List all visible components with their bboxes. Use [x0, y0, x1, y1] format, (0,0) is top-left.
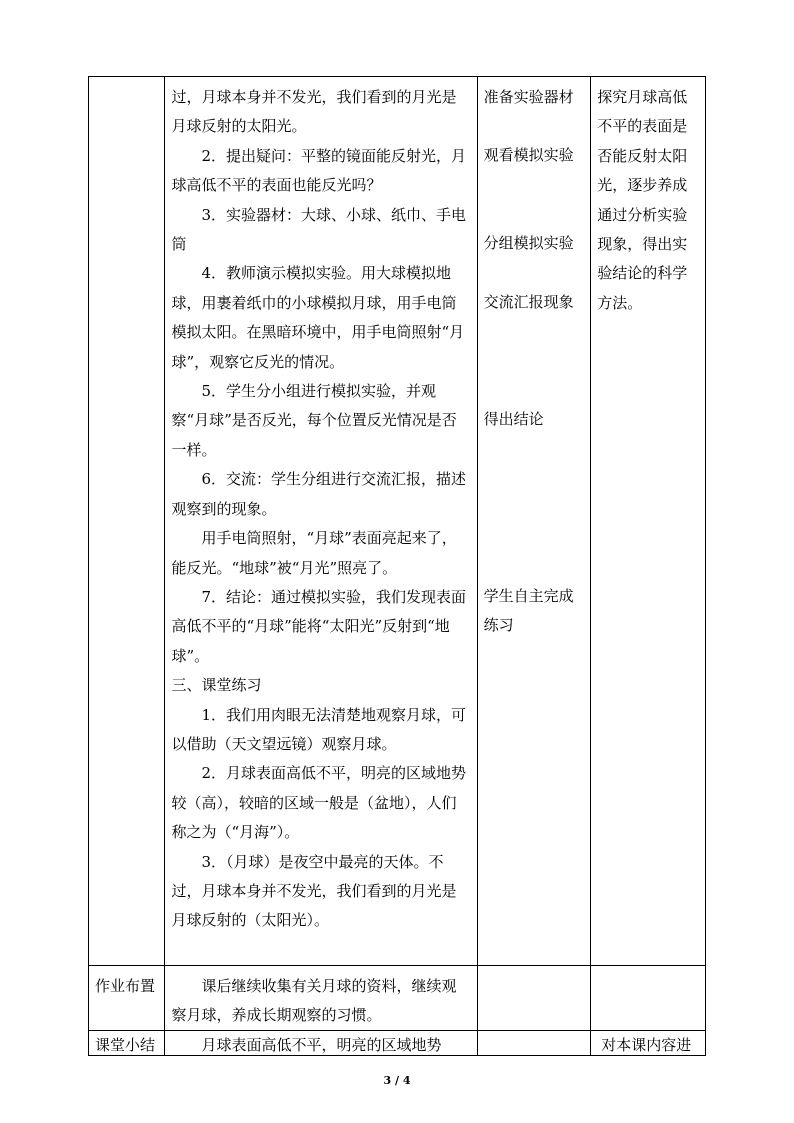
homework-row	[89, 966, 706, 1031]
process-paragraph: 3．（月球）是夜空中最亮的天体。不过，月球本身并不发光，我们看到的月光是月球反射的（太阳光）。	[171, 852, 457, 930]
student-activity-item: 得出结论	[483, 410, 544, 428]
row-label-cell	[89, 77, 165, 966]
homework-content: 课后继续收集有关月球的资料，继续观察月球，养成长期观察的习惯。	[171, 977, 457, 1024]
process-paragraph: 7．结论：通过模拟实验，我们发现表面高低不平的“月球”能将“太阳光”反射到“地球”。	[171, 587, 466, 665]
process-paragraph: 三、课堂练习	[171, 676, 262, 695]
student-activity-item: 分组模拟实验	[483, 234, 574, 252]
summary-label: 课堂小结	[89, 1031, 165, 1056]
process-paragraph: 4．教师演示模拟实验。用大球模拟地球，用裹着纸巾的小球模拟月球，用手电筒模拟太阳。在黑暗环境中，用手电筒照射“月球”，观察它反光的情况。	[171, 264, 465, 371]
homework-label: 作业布置	[89, 966, 165, 1031]
homework-activity-cell	[477, 966, 591, 1031]
summary-intent: 对本课内容进	[601, 1036, 692, 1054]
summary-row	[89, 1031, 706, 1056]
summary-activity-cell	[477, 1031, 591, 1056]
process-paragraph: 6．交流：学生分组进行交流汇报，描述观察到的现象。	[171, 470, 466, 518]
process-paragraph: 用手电筒照射，“月球”表面亮起来了，能反光。“地球”被“月光”照亮了。	[171, 529, 457, 577]
student-activity-cell	[477, 77, 591, 966]
teaching-process-text	[171, 83, 470, 936]
design-intent-cell	[591, 77, 706, 966]
homework-intent-cell	[591, 966, 706, 1031]
process-paragraph: 2．提出疑问：平整的镜面能反射光，月球高低不平的表面也能反光吗？	[171, 146, 466, 195]
summary-intent-cell	[591, 1031, 706, 1056]
student-activity-item: 交流汇报现象	[483, 293, 574, 311]
page-number: 3 / 4	[383, 1074, 411, 1087]
process-paragraph: 2．月球表面高低不平，明亮的区域地势较（高），较暗的区域一般是（盆地），人们称之为（“月海”）。	[171, 764, 466, 842]
process-paragraph: 5．学生分小组进行模拟实验，并观察“月球”是否反光，每个位置反光情况是否一样。	[171, 382, 457, 459]
student-activity-item: 学生自主完成练习	[483, 587, 574, 635]
process-paragraph: 1．我们用肉眼无法清楚地观察月球，可以借助（天文望远镜）观察月球。	[171, 705, 466, 753]
summary-content-cell	[165, 1031, 477, 1056]
teaching-process-cell	[165, 77, 477, 966]
homework-content-cell	[165, 966, 477, 1031]
process-paragraph: 过，月球本身并不发光，我们看到的月光是月球反射的太阳光。	[171, 88, 457, 136]
student-activity-item: 观看模拟实验	[483, 146, 574, 164]
design-intent-text: 探究月球高低不平的表面是否能反射太阳光，逐步养成通过分析实验现象，得出实验结论的科学方法。	[597, 88, 688, 312]
lesson-plan-table	[88, 76, 706, 1056]
summary-content: 月球表面高低不平，明亮的区域地势	[201, 1036, 442, 1054]
teaching-process-row	[89, 77, 706, 966]
process-paragraph: 3．实验器材：大球、小球、纸巾、手电筒	[171, 205, 466, 254]
student-activity-item: 准备实验器材	[483, 88, 574, 106]
